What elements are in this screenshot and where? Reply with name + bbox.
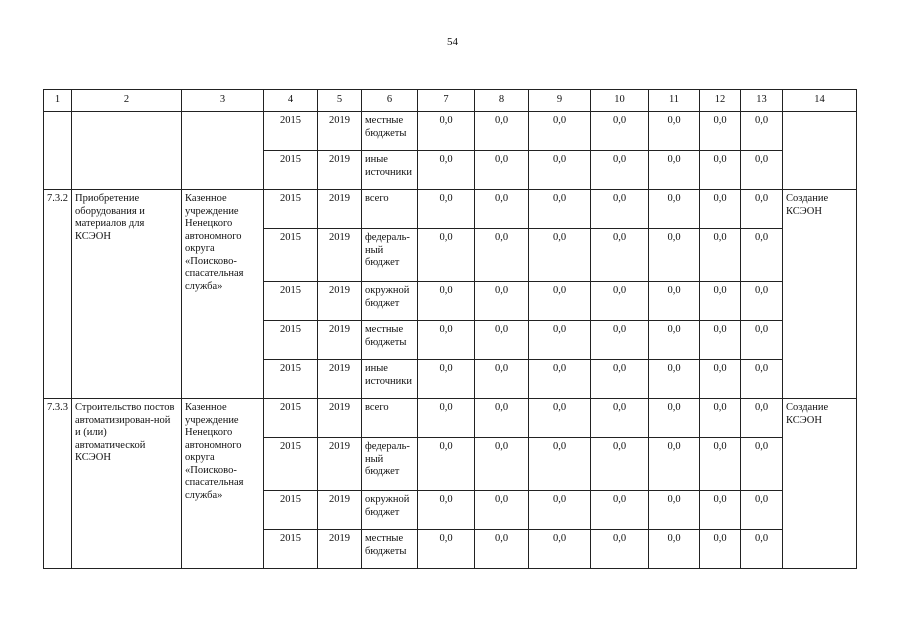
name-cell xyxy=(72,112,182,190)
start-year-cell: 2015 xyxy=(264,321,318,360)
amount-cell: 0,0 xyxy=(741,399,783,438)
col-header: 8 xyxy=(475,90,529,112)
table-row xyxy=(44,399,857,438)
start-year-cell: 2015 xyxy=(264,112,318,151)
end-year-cell: 2019 xyxy=(318,438,362,491)
amount-cell: 0,0 xyxy=(475,112,529,151)
amount-cell: 0,0 xyxy=(591,151,649,190)
page-number: 54 xyxy=(447,36,458,48)
end-year-cell: 2019 xyxy=(318,190,362,229)
executor-cell: Казенное учреждение Ненецкого автономного округа «Поисково-спасательная служба» xyxy=(182,190,264,399)
amount-cell: 0,0 xyxy=(649,151,700,190)
start-year-cell: 2015 xyxy=(264,282,318,321)
amount-cell: 0,0 xyxy=(591,282,649,321)
amount-cell: 0,0 xyxy=(418,360,475,399)
item-name-cell: Строительство постов автоматизирован-ной и (или) автоматической КСЭОН xyxy=(72,399,182,569)
amount-cell: 0,0 xyxy=(649,530,700,569)
amount-cell: 0,0 xyxy=(591,190,649,229)
amount-cell: 0,0 xyxy=(741,530,783,569)
amount-cell: 0,0 xyxy=(741,151,783,190)
amount-cell: 0,0 xyxy=(700,282,741,321)
amount-cell: 0,0 xyxy=(700,438,741,491)
col-header: 9 xyxy=(529,90,591,112)
amount-cell: 0,0 xyxy=(649,321,700,360)
end-year-cell: 2019 xyxy=(318,282,362,321)
amount-cell: 0,0 xyxy=(529,282,591,321)
amount-cell: 0,0 xyxy=(649,438,700,491)
table-row xyxy=(44,190,857,229)
amount-cell: 0,0 xyxy=(591,360,649,399)
code-cell xyxy=(44,112,72,190)
table-body xyxy=(44,90,857,569)
amount-cell: 0,0 xyxy=(741,112,783,151)
col-header: 6 xyxy=(362,90,418,112)
start-year-cell: 2015 xyxy=(264,530,318,569)
amount-cell: 0,0 xyxy=(475,229,529,282)
start-year-cell: 2015 xyxy=(264,151,318,190)
amount-cell: 0,0 xyxy=(700,321,741,360)
amount-cell: 0,0 xyxy=(700,360,741,399)
amount-cell: 0,0 xyxy=(700,530,741,569)
amount-cell: 0,0 xyxy=(591,530,649,569)
start-year-cell: 2015 xyxy=(264,399,318,438)
amount-cell: 0,0 xyxy=(649,190,700,229)
amount-cell: 0,0 xyxy=(529,491,591,530)
amount-cell: 0,0 xyxy=(475,491,529,530)
amount-cell: 0,0 xyxy=(700,399,741,438)
amount-cell: 0,0 xyxy=(741,438,783,491)
amount-cell: 0,0 xyxy=(418,399,475,438)
amount-cell: 0,0 xyxy=(529,321,591,360)
amount-cell: 0,0 xyxy=(418,282,475,321)
funding-source-cell: федераль-ный бюджет xyxy=(362,438,418,491)
col-header: 2 xyxy=(72,90,182,112)
amount-cell: 0,0 xyxy=(418,229,475,282)
amount-cell: 0,0 xyxy=(591,321,649,360)
start-year-cell: 2015 xyxy=(264,360,318,399)
executor-cell: Казенное учреждение Ненецкого автономного округа «Поисково-спасательная служба» xyxy=(182,399,264,569)
amount-cell: 0,0 xyxy=(529,438,591,491)
amount-cell: 0,0 xyxy=(418,151,475,190)
end-year-cell: 2019 xyxy=(318,530,362,569)
amount-cell: 0,0 xyxy=(529,190,591,229)
amount-cell: 0,0 xyxy=(475,438,529,491)
amount-cell: 0,0 xyxy=(591,491,649,530)
col-header: 11 xyxy=(649,90,700,112)
amount-cell: 0,0 xyxy=(700,190,741,229)
amount-cell: 0,0 xyxy=(475,530,529,569)
amount-cell: 0,0 xyxy=(649,112,700,151)
amount-cell: 0,0 xyxy=(475,282,529,321)
funding-source-cell: иные источники xyxy=(362,151,418,190)
item-name-cell: Приобретение оборудования и материалов для КСЭОН xyxy=(72,190,182,399)
start-year-cell: 2015 xyxy=(264,229,318,282)
start-year-cell: 2015 xyxy=(264,491,318,530)
amount-cell: 0,0 xyxy=(649,491,700,530)
amount-cell: 0,0 xyxy=(418,491,475,530)
amount-cell: 0,0 xyxy=(591,399,649,438)
amount-cell: 0,0 xyxy=(649,360,700,399)
funding-source-cell: федераль-ный бюджет xyxy=(362,229,418,282)
amount-cell: 0,0 xyxy=(741,190,783,229)
amount-cell: 0,0 xyxy=(700,491,741,530)
col-header: 5 xyxy=(318,90,362,112)
end-year-cell: 2019 xyxy=(318,151,362,190)
result-cell: Создание КСЭОН xyxy=(783,190,857,399)
funding-source-cell: иные источники xyxy=(362,360,418,399)
amount-cell: 0,0 xyxy=(649,282,700,321)
amount-cell: 0,0 xyxy=(418,530,475,569)
funding-source-cell: всего xyxy=(362,399,418,438)
item-code-cell: 7.3.3 xyxy=(44,399,72,569)
amount-cell: 0,0 xyxy=(475,151,529,190)
amount-cell: 0,0 xyxy=(418,321,475,360)
funding-source-cell: местные бюджеты xyxy=(362,321,418,360)
amount-cell: 0,0 xyxy=(591,438,649,491)
end-year-cell: 2019 xyxy=(318,399,362,438)
amount-cell: 0,0 xyxy=(529,112,591,151)
col-header: 13 xyxy=(741,90,783,112)
start-year-cell: 2015 xyxy=(264,190,318,229)
amount-cell: 0,0 xyxy=(700,229,741,282)
amount-cell: 0,0 xyxy=(649,229,700,282)
header-row xyxy=(44,90,857,112)
budget-table xyxy=(43,89,857,569)
amount-cell: 0,0 xyxy=(529,399,591,438)
col-header: 3 xyxy=(182,90,264,112)
col-header: 7 xyxy=(418,90,475,112)
amount-cell: 0,0 xyxy=(475,399,529,438)
amount-cell: 0,0 xyxy=(529,151,591,190)
amount-cell: 0,0 xyxy=(418,112,475,151)
funding-source-cell: окружной бюджет xyxy=(362,491,418,530)
funding-source-cell: окружной бюджет xyxy=(362,282,418,321)
amount-cell: 0,0 xyxy=(418,190,475,229)
amount-cell: 0,0 xyxy=(741,282,783,321)
item-code-cell: 7.3.2 xyxy=(44,190,72,399)
funding-source-cell: всего xyxy=(362,190,418,229)
amount-cell: 0,0 xyxy=(529,360,591,399)
amount-cell: 0,0 xyxy=(741,321,783,360)
amount-cell: 0,0 xyxy=(475,321,529,360)
end-year-cell: 2019 xyxy=(318,491,362,530)
amount-cell: 0,0 xyxy=(475,360,529,399)
result-cell xyxy=(783,112,857,190)
funding-source-cell: местные бюджеты xyxy=(362,530,418,569)
amount-cell: 0,0 xyxy=(741,491,783,530)
amount-cell: 0,0 xyxy=(700,151,741,190)
amount-cell: 0,0 xyxy=(741,229,783,282)
amount-cell: 0,0 xyxy=(529,530,591,569)
amount-cell: 0,0 xyxy=(591,112,649,151)
end-year-cell: 2019 xyxy=(318,229,362,282)
col-header: 1 xyxy=(44,90,72,112)
col-header: 14 xyxy=(783,90,857,112)
executor-cell xyxy=(182,112,264,190)
end-year-cell: 2019 xyxy=(318,112,362,151)
end-year-cell: 2019 xyxy=(318,321,362,360)
col-header: 4 xyxy=(264,90,318,112)
start-year-cell: 2015 xyxy=(264,438,318,491)
funding-source-cell: местные бюджеты xyxy=(362,112,418,151)
amount-cell: 0,0 xyxy=(418,438,475,491)
col-header: 10 xyxy=(591,90,649,112)
amount-cell: 0,0 xyxy=(649,399,700,438)
amount-cell: 0,0 xyxy=(475,190,529,229)
amount-cell: 0,0 xyxy=(529,229,591,282)
result-cell: Создание КСЭОН xyxy=(783,399,857,569)
end-year-cell: 2019 xyxy=(318,360,362,399)
amount-cell: 0,0 xyxy=(700,112,741,151)
amount-cell: 0,0 xyxy=(741,360,783,399)
table-row xyxy=(44,112,857,151)
amount-cell: 0,0 xyxy=(591,229,649,282)
col-header: 12 xyxy=(700,90,741,112)
